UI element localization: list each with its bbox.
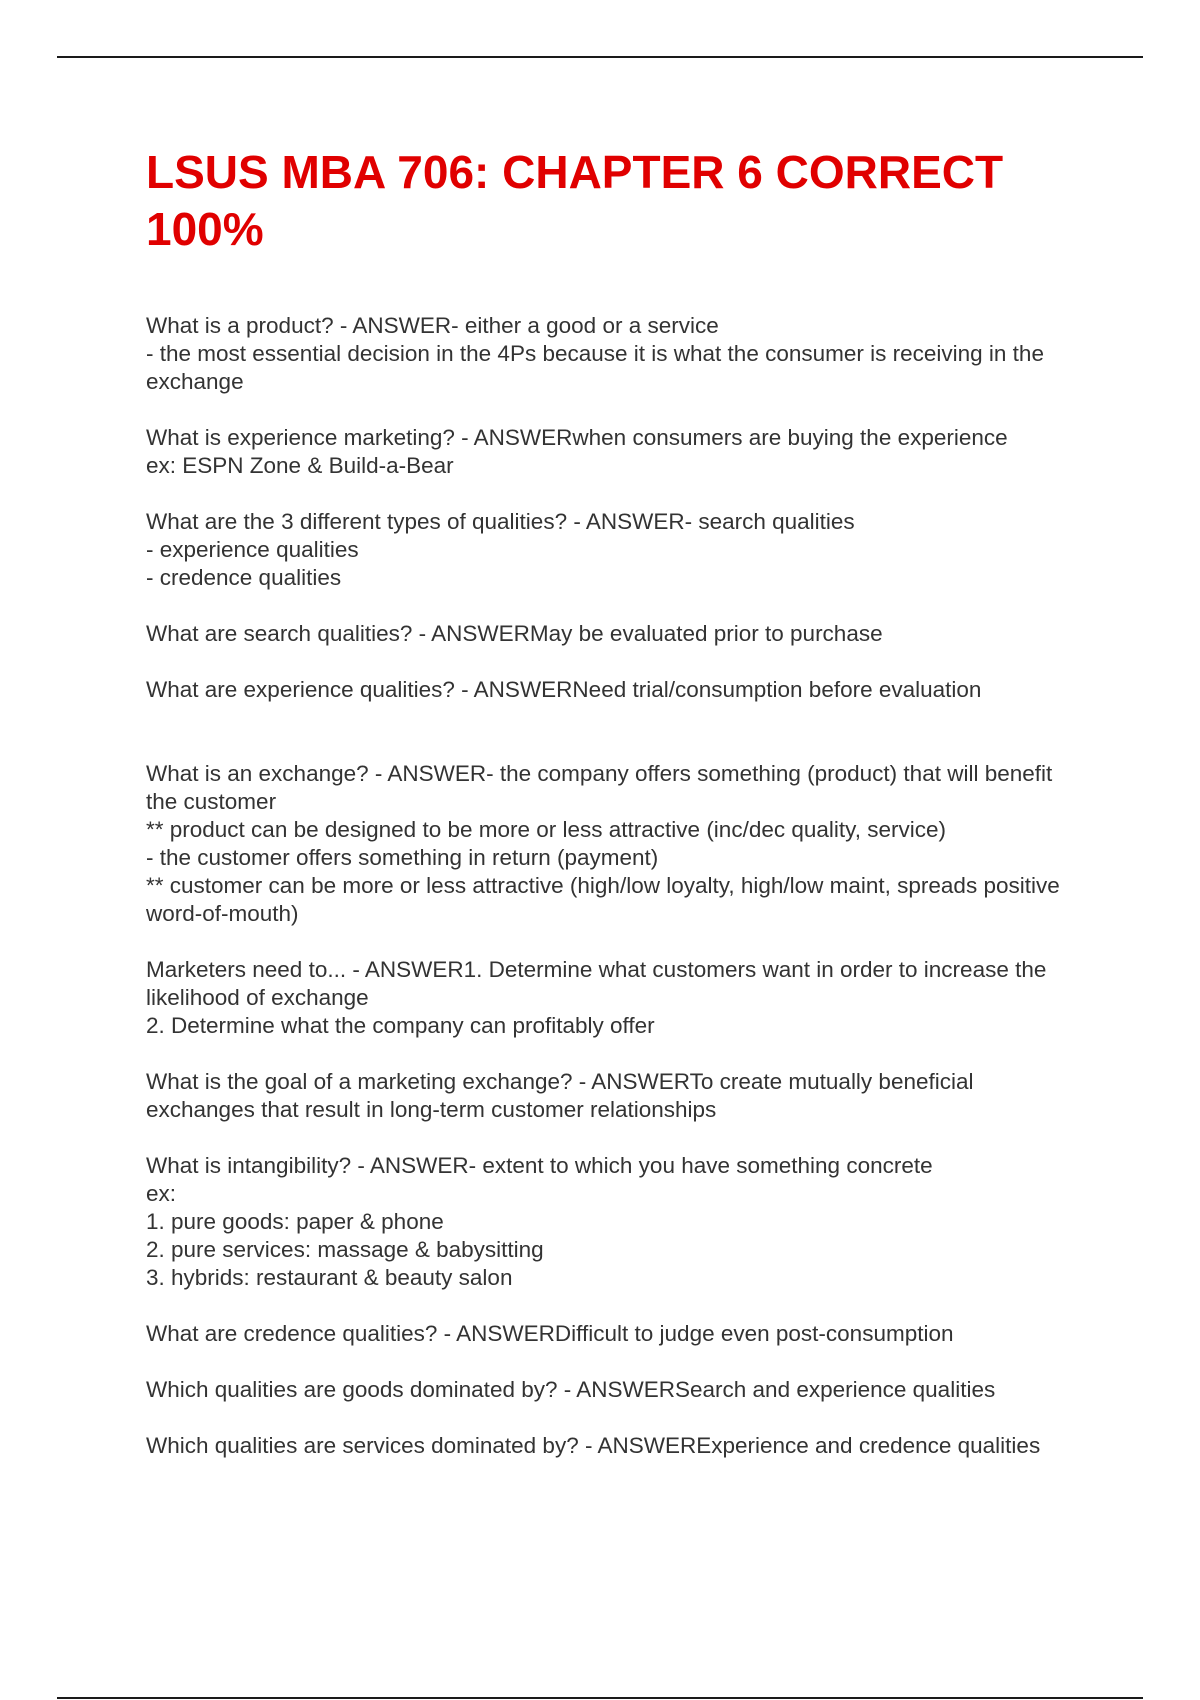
bottom-rule bbox=[57, 1697, 1143, 1699]
qa-item-marketing-exchange-goal: What is the goal of a marketing exchange? - ANSWERTo create mutually beneficial exchanges that result in long-term customer relationships bbox=[146, 1069, 974, 1122]
qa-item-quality-types: What are the 3 different types of qualities? - ANSWER- search qualities - experience qualities - credence qualities bbox=[146, 509, 855, 590]
qa-item-experience-marketing: What is experience marketing? - ANSWERwhen consumers are buying the experience ex: ESPN Zone & Build-a-Bear bbox=[146, 425, 1008, 478]
qa-item-intangibility: What is intangibility? - ANSWER- extent to which you have something concrete ex: 1. pure goods: paper & phone 2. pure services: massage & babysitting 3. hybrids: restaurant & beauty salon bbox=[146, 1153, 933, 1290]
qa-item-experience-qualities: What are experience qualities? - ANSWERNeed trial/consumption before evaluation bbox=[146, 677, 982, 702]
qa-item-search-qualities: What are search qualities? - ANSWERMay be evaluated prior to purchase bbox=[146, 621, 883, 646]
qa-item-product: What is a product? - ANSWER- either a good or a service - the most essential decision in the 4Ps because it is what the consumer is receiving in the exchange bbox=[146, 313, 1044, 394]
top-rule bbox=[57, 56, 1143, 58]
qa-item-exchange: What is an exchange? - ANSWER- the company offers something (product) that will benefit the customer ** product can be designed to be more or less attractive (inc/dec quality, service) - the customer offers something in return (payment) ** customer can be more or less attractive (high/low loyalty, high/low maint, spreads positive word-of-mouth) bbox=[146, 761, 1060, 926]
qa-item-marketers-need: Marketers need to... - ANSWER1. Determine what customers want in order to increase the likelihood of exchange 2. Determine what the company can profitably offer bbox=[146, 957, 1047, 1038]
document-body bbox=[146, 144, 1066, 1488]
document-title: LSUS MBA 706: CHAPTER 6 CORRECT 100% bbox=[146, 146, 1004, 255]
qa-item-services-dominated: Which qualities are services dominated by? - ANSWERExperience and credence qualities bbox=[146, 1433, 1041, 1458]
qa-item-credence-qualities: What are credence qualities? - ANSWERDifficult to judge even post-consumption bbox=[146, 1321, 954, 1346]
qa-list bbox=[146, 312, 1066, 1460]
qa-item-goods-dominated: Which qualities are goods dominated by? - ANSWERSearch and experience qualities bbox=[146, 1377, 996, 1402]
